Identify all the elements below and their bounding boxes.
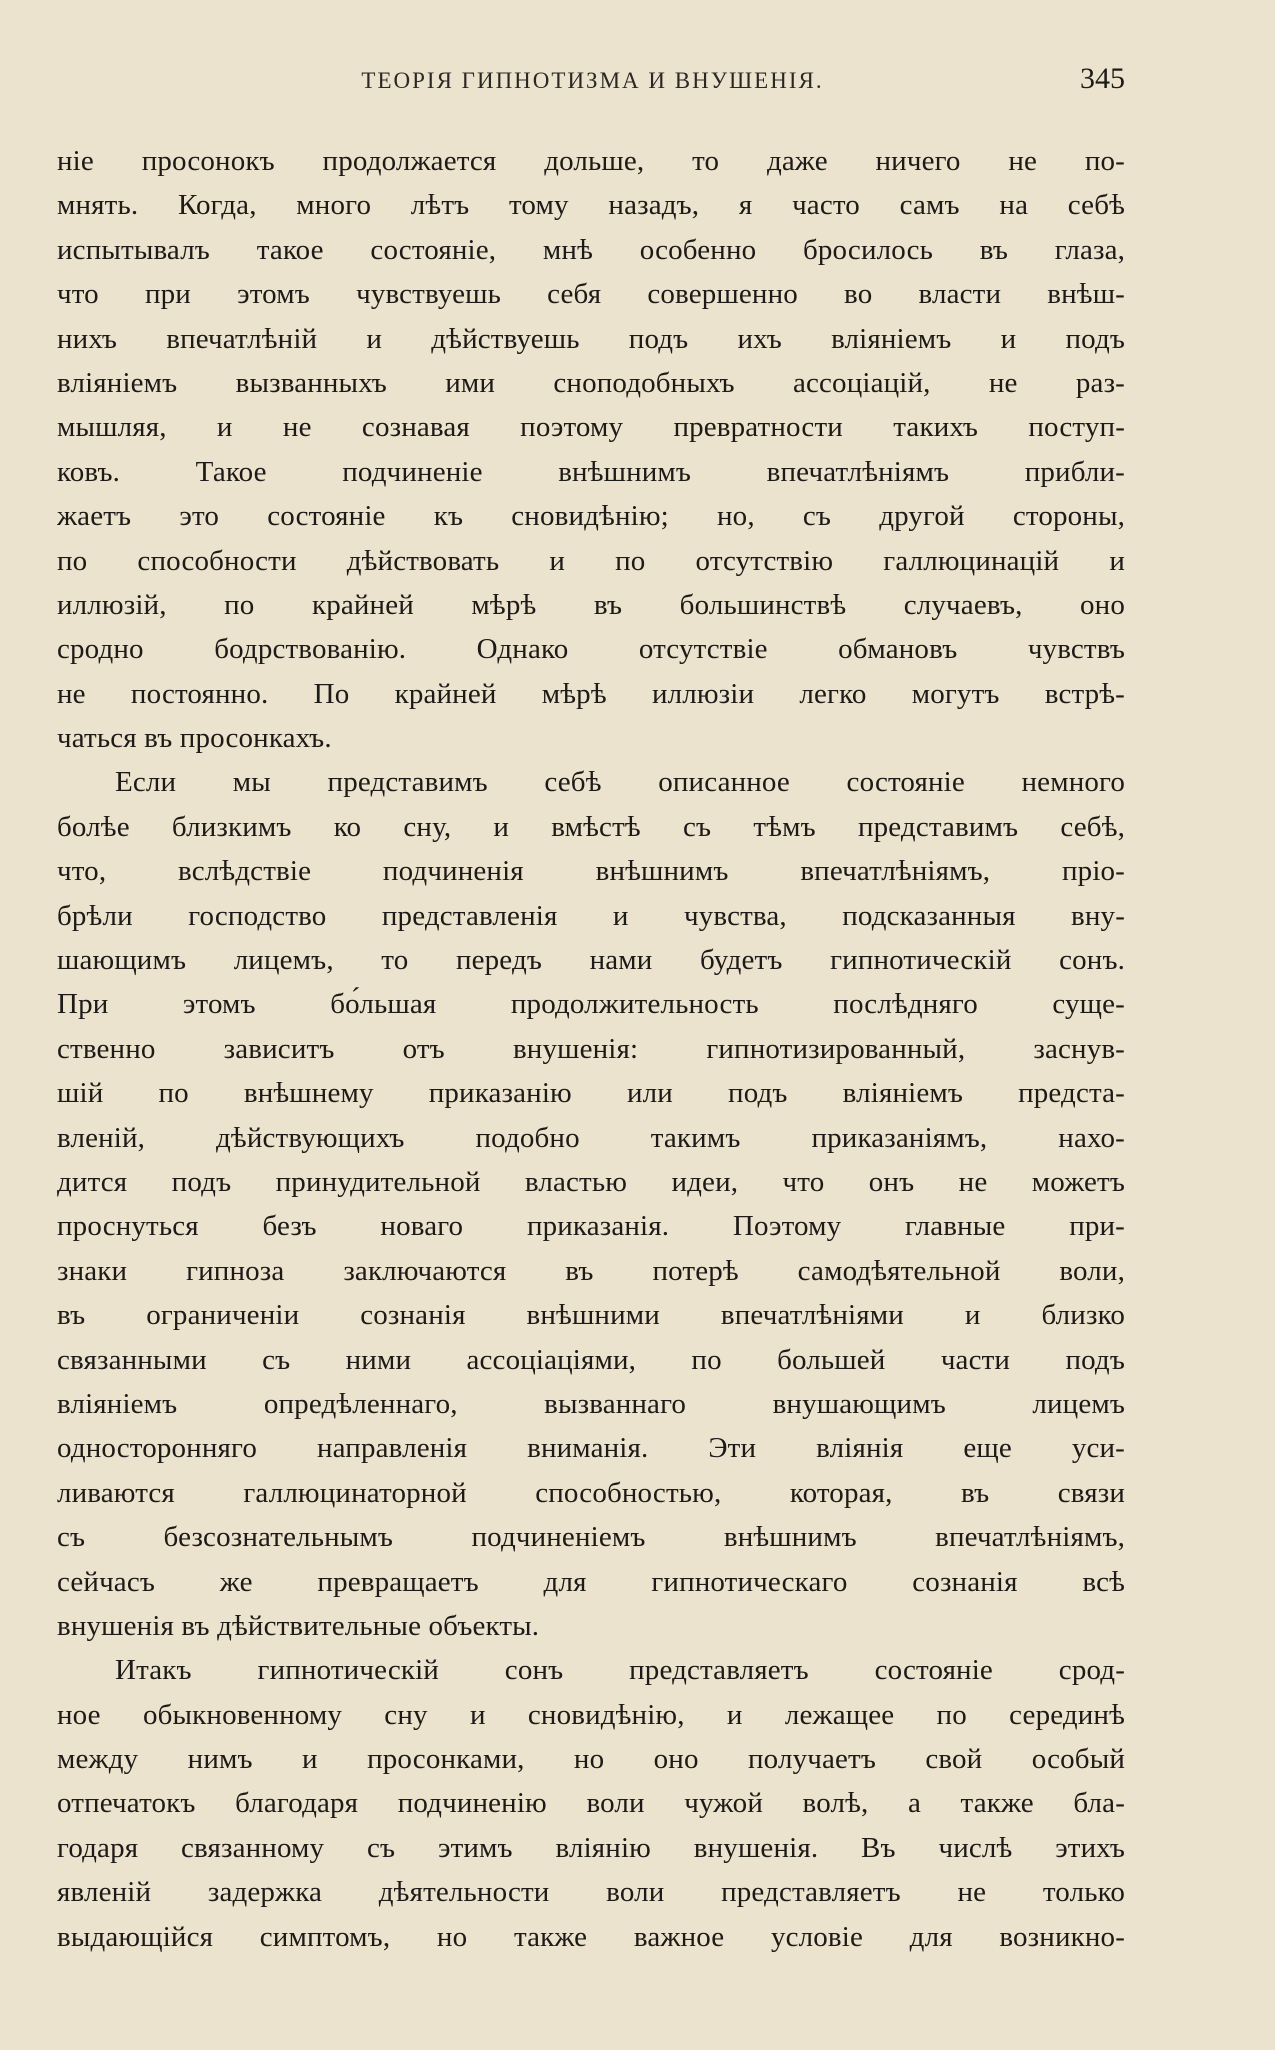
text-line: Итакъ гипнотическій сонъ представляетъ состояніе срод- xyxy=(115,1654,1125,1687)
text-line: въ ограниченіи сознанія внѣшними впечатлѣніями и близко xyxy=(57,1299,1125,1332)
running-head xyxy=(60,62,1125,102)
paragraph xyxy=(57,139,1125,760)
text-line: чаться въ просонкахъ. xyxy=(57,722,332,755)
text-line: ственно зависитъ отъ внушенія: гипнотизированный, заснув- xyxy=(57,1032,1125,1065)
text-line: шій по внѣшнему приказанію или подъ вліяніемъ предста- xyxy=(57,1077,1125,1110)
text-line: Если мы представимъ себѣ описанное состояніе немного xyxy=(115,766,1125,799)
text-line: проснуться безъ новаго приказанія. Поэтому главные при- xyxy=(57,1210,1125,1243)
text-line: вліяніемъ опредѣленнаго, вызваннаго внушающимъ лицемъ xyxy=(57,1387,1125,1420)
text-line: ное обыкновенному сну и сновидѣнію, и лежащее по серединѣ xyxy=(57,1698,1125,1731)
text-line: между нимъ и просонками, но оно получаетъ свой особый xyxy=(57,1743,1125,1776)
text-line: не постоянно. По крайней мѣрѣ иллюзіи легко могутъ встрѣ- xyxy=(57,677,1125,710)
text-line: ковъ. Такое подчиненіе внѣшнимъ впечатлѣніямъ прибли- xyxy=(57,455,1125,488)
text-line: съ безсознательнымъ подчиненіемъ внѣшнимъ впечатлѣніямъ, xyxy=(57,1521,1125,1554)
text-line: брѣли господство представленія и чувства, подсказанныя вну- xyxy=(57,899,1125,932)
text-line: сейчасъ же превращаетъ для гипнотическаго сознанія всѣ xyxy=(57,1565,1125,1598)
page-number: 345 xyxy=(1080,62,1125,95)
text-line: испытывалъ такое состояніе, мнѣ особенно бросилось въ глаза, xyxy=(57,233,1125,266)
text-line: болѣе близкимъ ко сну, и вмѣстѣ съ тѣмъ представимъ себѣ, xyxy=(57,810,1125,843)
text-line: жаетъ это состояніе къ сновидѣнію; но, съ другой стороны, xyxy=(57,500,1125,533)
text-line: сродно бодрствованію. Однако отсутствіе обмановъ чувствъ xyxy=(57,633,1125,666)
body-text xyxy=(57,139,1125,1959)
text-line: по способности дѣйствовать и по отсутствію галлюцинацій и xyxy=(57,544,1125,577)
text-line: вленій, дѣйствующихъ подобно такимъ приказаніямъ, нахо- xyxy=(57,1121,1125,1154)
paragraph xyxy=(57,1648,1125,1959)
text-line: внушенія въ дѣйствительные объекты. xyxy=(57,1609,540,1642)
text-line: явленій задержка дѣятельности воли представляетъ не только xyxy=(57,1876,1125,1909)
text-line: иллюзій, по крайней мѣрѣ въ большинствѣ случаевъ, оно xyxy=(57,588,1125,621)
text-line: что, вслѣдствіе подчиненія внѣшнимъ впечатлѣніямъ, пріо- xyxy=(57,855,1125,888)
text-line: отпечатокъ благодаря подчиненію воли чужой волѣ, а также бла- xyxy=(57,1787,1125,1820)
text-line: односторонняго направленія вниманія. Эти вліянія еще уси- xyxy=(57,1432,1125,1465)
text-line: знаки гипноза заключаются въ потерѣ самодѣятельной воли, xyxy=(57,1254,1125,1287)
text-line: что при этомъ чувствуешь себя совершенно во власти внѣш- xyxy=(57,278,1125,311)
text-line: мышляя, и не сознавая поэтому превратности такихъ поступ- xyxy=(57,411,1125,444)
text-line: выдающійся симптомъ, но также важное условіе для возникно- xyxy=(57,1920,1125,1953)
text-line: ніе просонокъ продолжается дольше, то даже ничего не по- xyxy=(57,145,1125,177)
text-line: дится подъ принудительной властью идеи, что онъ не можетъ xyxy=(57,1165,1125,1198)
paragraph xyxy=(57,760,1125,1648)
text-line: нихъ впечатлѣній и дѣйствуешь подъ ихъ вліяніемъ и подъ xyxy=(57,322,1125,355)
text-line: годаря связанному съ этимъ вліянію внушенія. Въ числѣ этихъ xyxy=(57,1831,1125,1864)
text-line: шающимъ лицемъ, то передъ нами будетъ гипнотическій сонъ. xyxy=(57,944,1125,977)
text-line: вліяніемъ вызванныхъ ими сноподобныхъ ассоціацій, не раз- xyxy=(57,366,1125,399)
text-line: При этомъ бо́льшая продолжительность послѣдняго суще- xyxy=(57,988,1125,1021)
running-title: ТЕОРІЯ ГИПНОТИЗМА И ВНУШЕНІЯ. xyxy=(361,68,824,93)
text-line: связанными съ ними ассоціаціями, по большей части подъ xyxy=(57,1343,1125,1376)
text-line: ливаются галлюцинаторной способностью, которая, въ связи xyxy=(57,1476,1125,1509)
text-line: мнять. Когда, много лѣтъ тому назадъ, я часто самъ на себѣ xyxy=(57,189,1125,222)
